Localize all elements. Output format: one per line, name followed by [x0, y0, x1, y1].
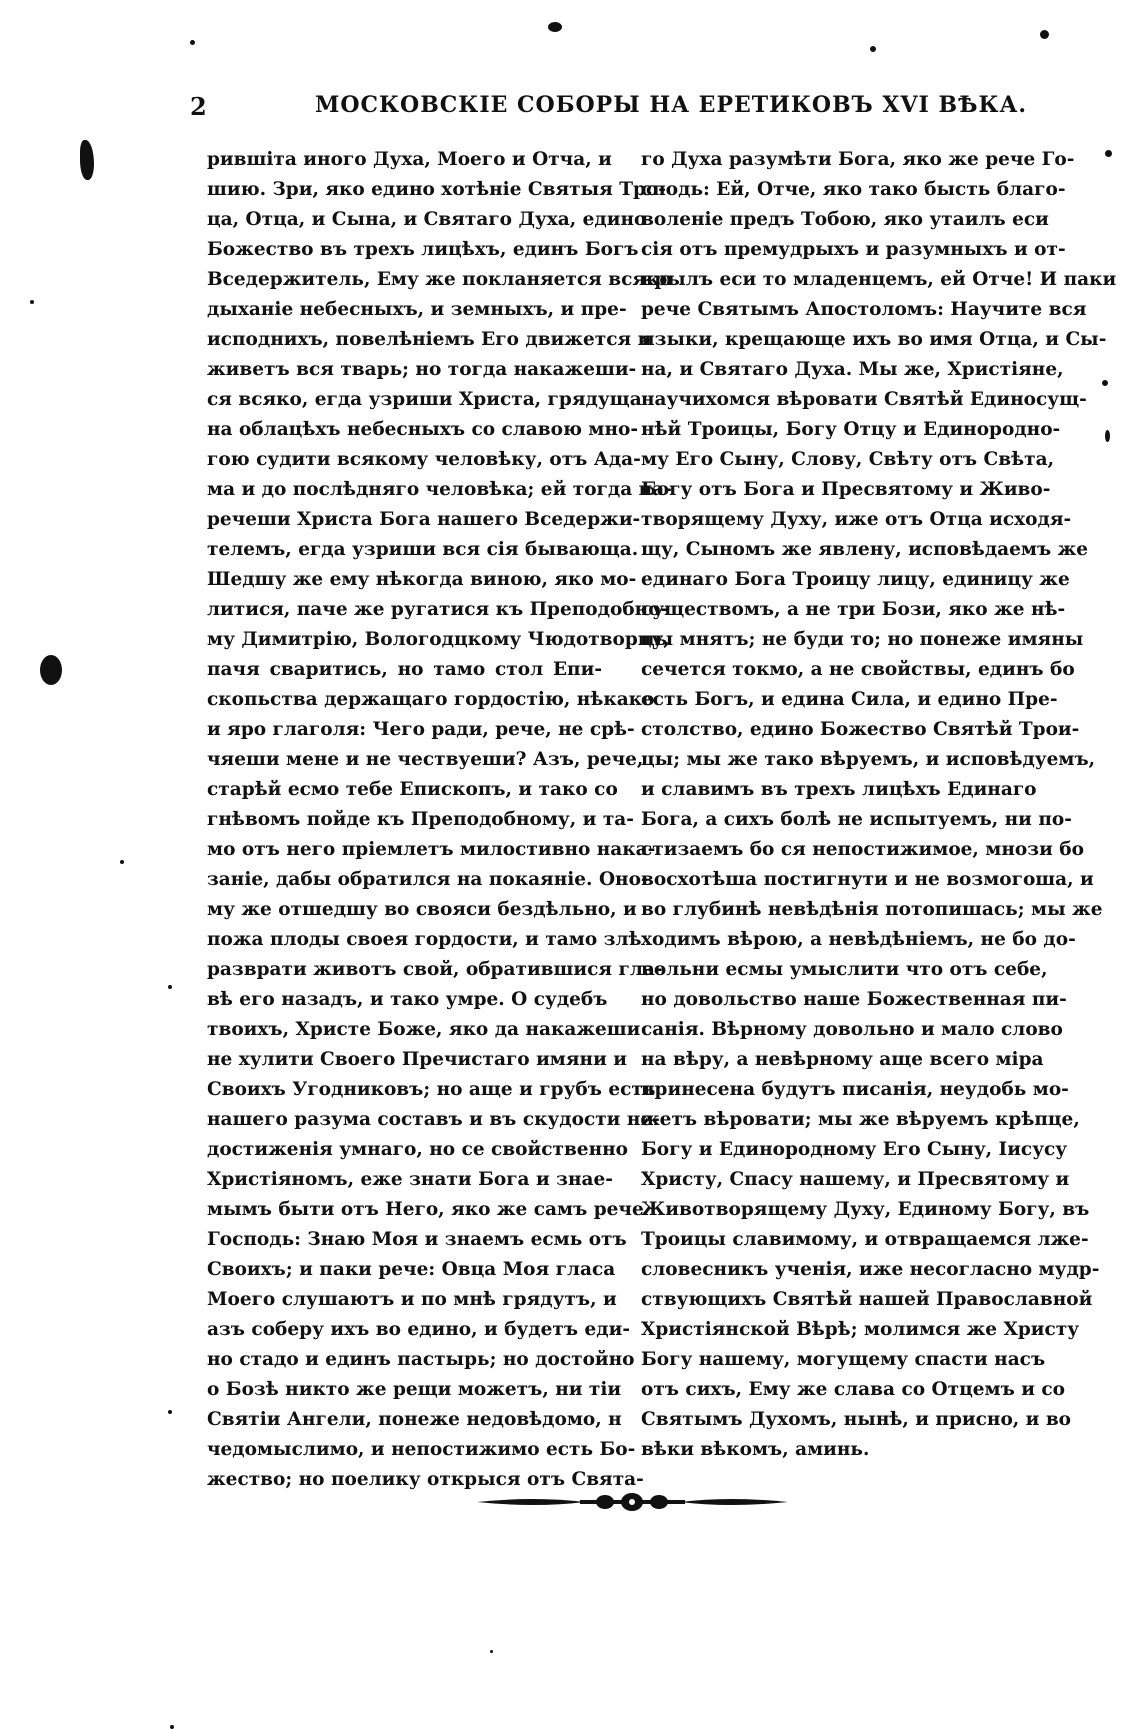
text-line: чедомыслимо, и непостижимо есть Бо- [207, 1439, 636, 1460]
text-line: Господь: Знаю Моя и знаемъ есмь отъ [207, 1229, 627, 1250]
text-line: сечется токмо, а не свойствы, единъ бо [641, 659, 1075, 680]
text-line: вѣки вѣкомъ, аминь. [641, 1439, 870, 1460]
text-line: чяеши мене и не чествуеши? Азъ, рече, [207, 749, 644, 770]
text-line: пачя сваритись, но тамо стол Епи- [207, 659, 602, 680]
text-line: и яро глаголя: Чего ради, рече, не срѣ- [207, 719, 635, 740]
text-line: существомъ, а не три Бози, яко же нѣ- [641, 599, 1066, 620]
text-line: щу, Сыномъ же явлену, исповѣдаемъ же [641, 539, 1089, 560]
text-line: твоихъ, Христе Боже, яко да накажеши [207, 1019, 641, 1040]
text-line: рившіта иного Духа, Моего и Отча, и [207, 149, 612, 170]
ink-speck [548, 22, 562, 32]
text-line: но стадо и единъ пастырь; но достойно [207, 1349, 635, 1370]
text-line: Божество въ трехъ лицѣхъ, единъ Богъ [207, 239, 639, 260]
ink-blot [80, 140, 94, 180]
text-line: шию. Зри, яко едино хотѣніе Святыя Тро- [207, 179, 666, 200]
text-line: ходимъ вѣрою, а невѣдѣніемъ, не бо до- [641, 929, 1076, 950]
text-line: санія. Вѣрному довольно и мало слово [641, 1019, 1063, 1040]
text-line: мымъ быти отъ Него, яко же самъ рече [207, 1199, 644, 1220]
ink-speck [168, 1410, 172, 1414]
text-line: отъ сихъ, Ему же слава со Отцемъ и со [641, 1379, 1065, 1400]
text-line: му же отшедшу во свояси бездѣльно, и [207, 899, 637, 920]
text-line: о Бозѣ никто же рещи можетъ, ни тіи [207, 1379, 622, 1400]
text-line: Своихъ; и паки рече: Овца Моя гласа [207, 1259, 616, 1280]
text-line: вольни есмы умыслити что отъ себе, [641, 959, 1048, 980]
ink-speck [1040, 30, 1049, 39]
ink-speck [190, 40, 195, 45]
text-line: ся всяко, егда узриши Христа, грядуща [207, 389, 642, 410]
ink-speck [490, 1650, 493, 1653]
text-line: единаго Бога Троицу лицу, единицу же [641, 569, 1070, 590]
right-column [641, 145, 1117, 1465]
text-line: разврати животъ свой, обратившися гла- [207, 959, 663, 980]
text-line: дыханіе небесныхъ, и земныхъ, и пре- [207, 299, 627, 320]
text-line: рече Святымъ Апостоломъ: Научите вся [641, 299, 1087, 320]
text-line: Шедшу же ему нѣкогда виною, яко мо- [207, 569, 637, 590]
text-line: пожа плоды своея гордости, и тамо злѣ [207, 929, 642, 950]
text-line: Моего слушаютъ и по мнѣ грядутъ, и [207, 1289, 617, 1310]
text-line: Христіянской Вѣрѣ; молимся же Христу [641, 1319, 1080, 1340]
text-line: Животворящему Духу, Единому Богу, въ [641, 1199, 1090, 1220]
page-number: 2 [190, 92, 207, 121]
ink-speck [1102, 380, 1108, 386]
text-line: творящему Духу, иже отъ Отца исходя- [641, 509, 1072, 530]
text-line: го Духа разумѣти Бога, яко же рече Го- [641, 149, 1075, 170]
text-line: на облацѣхъ небесныхъ со славою мно- [207, 419, 639, 440]
text-line: му Димитрію, Вологодцкому Чюдотворцу, [207, 629, 670, 650]
text-line: языки, крещающе ихъ во имя Отца, и Сы- [641, 329, 1107, 350]
text-line: жество; но поелику открыся отъ Свята- [207, 1469, 644, 1490]
text-line: гою судити всякому человѣку, отъ Ада- [207, 449, 641, 470]
text-line: не хулити Своего Пречистаго имяни и [207, 1049, 627, 1070]
text-line: и славимъ въ трехъ лицѣхъ Единаго [641, 779, 1037, 800]
left-column [207, 145, 672, 1495]
text-line: цы мнятъ; не буди то; но понеже имяны [641, 629, 1084, 650]
text-line: научихомся вѣровати Святѣй Единосущ- [641, 389, 1087, 410]
text-line: Христіяномъ, еже знати Бога и знае- [207, 1169, 613, 1190]
text-line: жетъ вѣровати; мы же вѣруемъ крѣпце, [641, 1109, 1080, 1130]
text-line: вѣ его назадъ, и тако умре. О судебъ [207, 989, 608, 1010]
text-line: цы; мы же тако вѣруемъ, и исповѣдуемъ, [641, 749, 1096, 770]
text-line: на вѣру, а невѣрному аще всего міра [641, 1049, 1044, 1070]
text-line: Своихъ Угодниковъ; но аще и грубъ есть [207, 1079, 656, 1100]
text-line: но довольство наше Божественная пи- [641, 989, 1067, 1010]
text-line: восхотѣша постигнути и не возмогоша, и [641, 869, 1094, 890]
text-line: ма и до послѣдняго человѣка; ей тогда на- [207, 479, 672, 500]
ink-speck [1105, 430, 1110, 442]
text-line: достиженія умнаго, но се свойственно [207, 1139, 628, 1160]
ink-speck [30, 300, 34, 304]
text-line: Богу и Единородному Его Сыну, Іисусу [641, 1139, 1068, 1160]
text-line: Троицы славимому, и отвращаемся лже- [641, 1229, 1089, 1250]
text-line: воленіе предъ Тобою, яко утаилъ еси [641, 209, 1049, 230]
text-line: на, и Святаго Духа. Мы же, Христіяне, [641, 359, 1064, 380]
text-line: Святіи Ангели, понеже недовѣдомо, н [207, 1409, 622, 1430]
text-line: принесена будутъ писанія, неудобь мо- [641, 1079, 1069, 1100]
text-line: ца, Отца, и Сына, и Святаго Духа, едино [207, 209, 647, 230]
text-line: Христу, Спасу нашему, и Пресвятому и [641, 1169, 1070, 1190]
ink-speck [170, 1725, 174, 1729]
text-line: столство, едино Божество Святѣй Трои- [641, 719, 1080, 740]
ink-speck [120, 860, 124, 864]
text-line: стизаемъ бо ся непостижимое, мнози бо [641, 839, 1084, 860]
ink-speck [1105, 150, 1112, 157]
text-line: телемъ, егда узриши вся сія бывающа. [207, 539, 639, 560]
text-line: исподнихъ, повелѣніемъ Его движется и [207, 329, 652, 350]
page-header [190, 86, 1070, 126]
text-line: нѣй Троицы, Богу Отцу и Единородно- [641, 419, 1061, 440]
ink-speck [168, 985, 172, 989]
running-title: МОСКОВСКІЕ СОБОРЫ НА ЕРЕТИКОВЪ XVI ВѢКА. [315, 92, 1028, 118]
text-line: живетъ вся тварь; но тогда накажеши- [207, 359, 637, 380]
text-line: крылъ еси то младенцемъ, ей Отче! И паки [641, 269, 1117, 290]
ink-blot [40, 655, 62, 685]
text-line: заніе, дабы обратился на покаяніе. Оно- [207, 869, 649, 890]
text-line: мо отъ него пріемлетъ милостивно нака- [207, 839, 656, 860]
text-line: му Его Сыну, Слову, Свѣту отъ Свѣта, [641, 449, 1055, 470]
text-line: Вседержитель, Ему же покланяется всяко [207, 269, 672, 290]
ink-speck [870, 46, 876, 52]
text-line: во глубинѣ невѣдѣнія потопишась; мы же [641, 899, 1103, 920]
text-line: гнѣвомъ пойде къ Преподобному, и та- [207, 809, 634, 830]
text-line: Богу отъ Бога и Пресвятому и Живо- [641, 479, 1051, 500]
text-line: сподь: Ей, Отче, яко тако бысть благо- [641, 179, 1066, 200]
text-line: литися, паче же ругатися къ Преподобно- [207, 599, 669, 620]
text-line: нашего разума составъ и въ скудости не- [207, 1109, 660, 1130]
text-line: Богу нашему, могущему спасти насъ [641, 1349, 1046, 1370]
text-line: речеши Христа Бога нашего Вседержи- [207, 509, 641, 530]
text-line: скопьства держащаго гордостію, нѣкако [207, 689, 655, 710]
text-line: ствующихъ Святѣй нашей Православной [641, 1289, 1093, 1310]
text-line: Святымъ Духомъ, нынѣ, и присно, и во [641, 1409, 1072, 1430]
text-line: старѣй есмо тебе Епископъ, и тако со [207, 779, 618, 800]
text-line: Бога, а сихъ болѣ не испытуемъ, ни по- [641, 809, 1072, 830]
text-line: словесникъ ученія, иже несогласно мудр- [641, 1259, 1100, 1280]
text-line: сія отъ премудрыхъ и разумныхъ и от- [641, 239, 1066, 260]
text-line: есть Богъ, и едина Сила, и едино Пре- [641, 689, 1058, 710]
text-line: азъ соберу ихъ во едино, и будетъ еди- [207, 1319, 630, 1340]
end-ornament [475, 1490, 790, 1514]
